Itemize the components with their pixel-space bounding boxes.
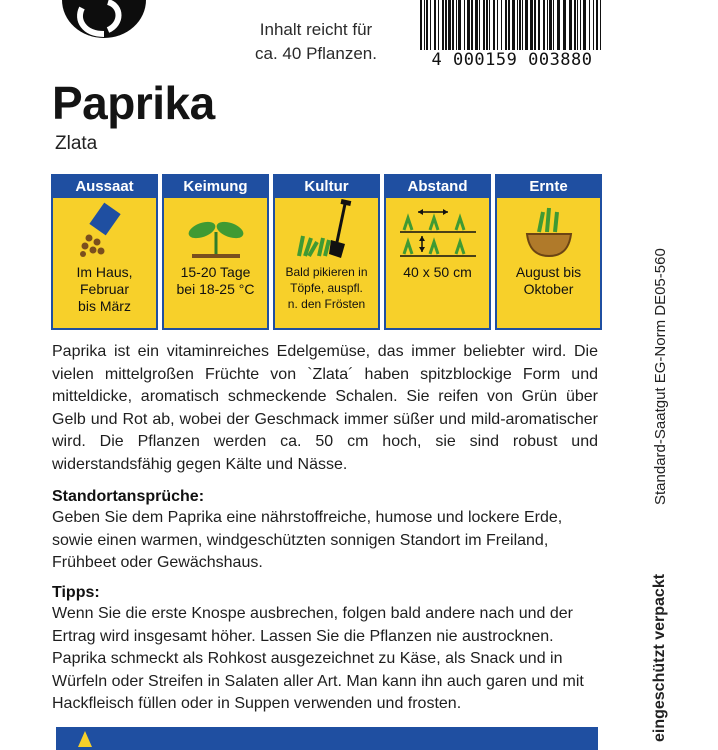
panel-header: Aussaat [53, 176, 156, 198]
spacing-plants-icon [386, 198, 489, 262]
shovel-plants-icon [275, 198, 378, 262]
product-description: Paprika ist ein vitaminreiches Edelgemüse, das immer beliebter wird. Die vielen mittelgroßen Früchte von `Zlata´ haben spitzblockige Form und mitteldicke, aromatisch schmeckende Schalen. Sie reifen von Grün über Gelb und Rot ab, wobei der Geschmack immer süßer und mild-aromatischer wird. Die Pflanzen werden ca. 50 cm hoch, sie sind robust und widerstandsfähig gegen Kälte und Nässe. [52, 343, 598, 473]
tips-heading: Tipps: [52, 584, 100, 601]
panel-text-line: 40 x 50 cm [403, 264, 472, 280]
panel-text-line: Bald pikieren in [285, 265, 368, 279]
barcode-bar [549, 0, 552, 56]
barcode-bar [505, 0, 507, 56]
barcode-bar [464, 0, 465, 56]
barcode-bar [456, 0, 457, 56]
barcode-bar [458, 0, 461, 56]
barcode-bar [583, 0, 586, 56]
barcode-bar [483, 0, 485, 56]
barcode-bar [479, 0, 480, 56]
barcode-bar [445, 0, 447, 56]
barcode-bar [420, 0, 422, 56]
packaging-label: eingeschützt verpackt [651, 573, 668, 742]
swirl-logo-icon [62, 0, 146, 38]
barcode-bar [430, 0, 431, 56]
barcode-number: 4 000159 003880 [412, 50, 612, 70]
panel-text-line: Töpfe, auspfl. [290, 281, 363, 295]
location-heading: Standortansprüche: [52, 488, 205, 505]
panel-text-line: bis März [78, 298, 131, 314]
barcode-bars [412, 0, 612, 56]
bottom-color-strip [56, 727, 598, 750]
panel-text-line: Februar [79, 281, 130, 297]
barcode-bar [508, 0, 510, 56]
barcode-bar [512, 0, 515, 56]
panel-text-line: 15-20 Tage [180, 264, 251, 280]
barcode-bar [434, 0, 436, 56]
barcode-bar [569, 0, 572, 56]
barcode-bar [497, 0, 498, 56]
product-title: Paprika [52, 77, 215, 129]
contents-info [228, 18, 404, 66]
barcode-bar [486, 0, 488, 56]
seedling-icon [164, 198, 267, 262]
barcode-bar [589, 0, 590, 56]
tips-text: Wenn Sie die erste Knospe ausbrechen, folgen bald andere nach und der Ertrag wird insgesamt höher. Lassen Sie die Pflanzen nie austrocknen. Paprika schmeckt als Rohkost ausgezeichnet zu Käse, als Snack und in Würfeln oder Streifen in Salaten aller Art. Man kann ihn auch garen und mit Hackfleisch füllen oder in Suppen verwenden und frosten. [52, 605, 584, 713]
barcode-bar [557, 0, 560, 56]
panel-kultur [273, 174, 380, 330]
panel-header: Abstand [386, 176, 489, 198]
barcode-bar [600, 0, 601, 56]
barcode-bar [501, 0, 502, 56]
barcode-bar [438, 0, 439, 56]
panel-text-line: August bis [515, 264, 582, 280]
barcode-bar [538, 0, 540, 56]
panel-text-line: n. den Frösten [287, 297, 366, 311]
barcode-bar [442, 0, 444, 56]
brand-logo [62, 0, 146, 38]
barcode-bar [522, 0, 523, 56]
barcode-bar [543, 0, 545, 56]
yellow-mark-icon [78, 731, 92, 747]
barcode-bar [475, 0, 478, 56]
location-text: Geben Sie dem Paprika eine nährstoffreiche, humose und lockere Erde, sowie einen warmen, windgeschützten sonnigen Standort im Freiland, Frühbeet oder Gewächshaus. [52, 509, 563, 572]
barcode-bar [525, 0, 528, 56]
barcode-bar [424, 0, 425, 56]
panel-abstand [384, 174, 491, 330]
panel-header: Keimung [164, 176, 267, 198]
barcode-bar [580, 0, 581, 56]
barcode-bar [553, 0, 554, 56]
barcode-bar [493, 0, 495, 56]
product-variety: Zlata [55, 133, 98, 154]
panel-text-line: bei 18-25 °C [176, 281, 255, 297]
panel-header: Kultur [275, 176, 378, 198]
barcode [412, 0, 612, 74]
barcode-bar [448, 0, 451, 56]
barcode-bar [519, 0, 521, 56]
barcode-bar [547, 0, 548, 56]
barcode-bar [452, 0, 454, 56]
panel-aussaat [51, 174, 158, 330]
barcode-bar [563, 0, 566, 56]
barcode-bar [471, 0, 473, 56]
barcode-bar [467, 0, 470, 56]
standard-seed-label: Standard-Saatgut EG-Norm DE05-560 [652, 248, 669, 505]
contents-info-line: ca. 40 Pflanzen. [255, 44, 377, 63]
barcode-bar [534, 0, 536, 56]
panel-text-line: Im Haus, [76, 264, 133, 280]
barcode-bar [577, 0, 578, 56]
barcode-bar [593, 0, 594, 56]
contents-info-line: Inhalt reicht für [259, 20, 373, 39]
barcode-bar [530, 0, 533, 56]
panel-ernte [495, 174, 602, 330]
panel-keimung [162, 174, 269, 330]
growing-info-panels [51, 174, 603, 332]
barcode-bar [426, 0, 428, 56]
harvest-bowl-icon [497, 198, 600, 262]
panel-header: Ernte [497, 176, 600, 198]
panel-text-line: Oktober [523, 281, 574, 297]
barcode-bar [574, 0, 576, 56]
seed-packet-icon [53, 198, 156, 262]
barcode-bar [596, 0, 598, 56]
barcode-bar [489, 0, 490, 56]
barcode-bar [517, 0, 518, 56]
